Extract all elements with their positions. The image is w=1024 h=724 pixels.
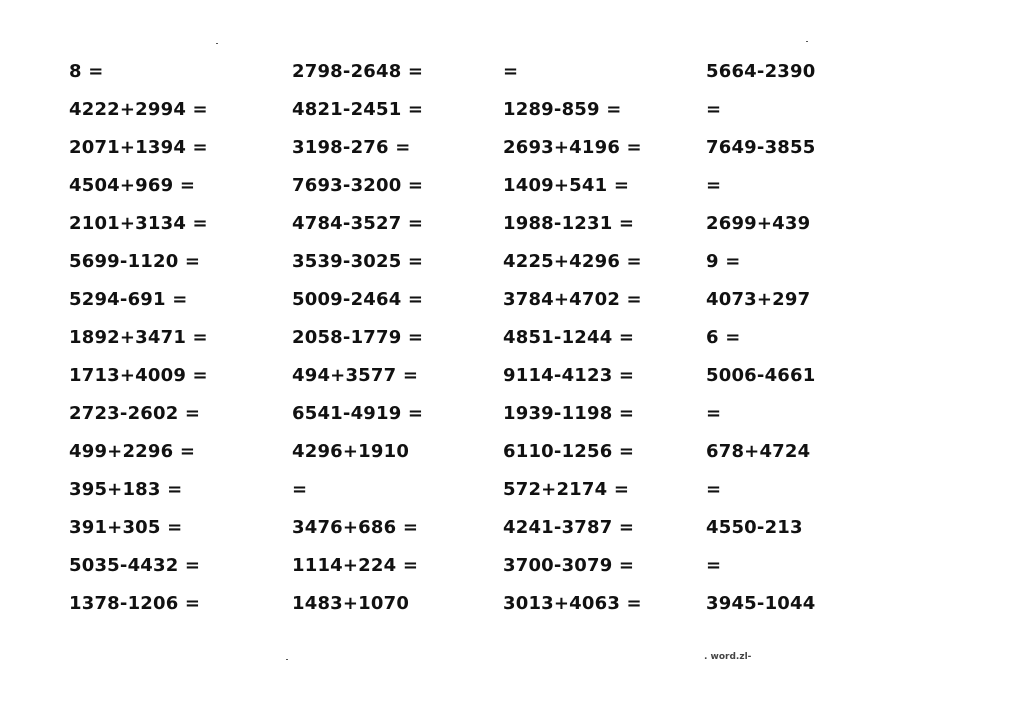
problem-cell: = xyxy=(706,403,722,424)
problem-row xyxy=(0,478,1024,516)
problem-cell: 2071+1394 = xyxy=(69,137,208,158)
problem-cell: 3198-276 = xyxy=(292,137,411,158)
problem-row xyxy=(0,60,1024,98)
problem-cell: 7693-3200 = xyxy=(292,175,424,196)
problem-cell: 3700-3079 = xyxy=(503,555,635,576)
problem-cell: 499+2296 = xyxy=(69,441,196,462)
problem-row xyxy=(0,250,1024,288)
problem-cell: 4504+969 = xyxy=(69,175,196,196)
problem-cell: 2101+3134 = xyxy=(69,213,208,234)
problem-cell: 494+3577 = xyxy=(292,365,419,386)
problem-cell: 4241-3787 = xyxy=(503,517,635,538)
problem-cell: 1378-1206 = xyxy=(69,593,201,614)
problem-cell: 4296+1910 xyxy=(292,441,410,462)
problem-row xyxy=(0,592,1024,630)
problem-cell: 5664-2390 xyxy=(706,61,816,82)
problem-row xyxy=(0,174,1024,212)
problem-cell: 5699-1120 = xyxy=(69,251,201,272)
problem-cell: 2058-1779 = xyxy=(292,327,424,348)
problem-row xyxy=(0,98,1024,136)
problem-cell: 2699+439 xyxy=(706,213,811,234)
problem-cell: 3784+4702 = xyxy=(503,289,642,310)
problem-cell: 391+305 = xyxy=(69,517,183,538)
problem-cell: 1939-1198 = xyxy=(503,403,635,424)
problem-cell: 1988-1231 = xyxy=(503,213,635,234)
problem-cell: 6 = xyxy=(706,327,741,348)
problem-cell: 4222+2994 = xyxy=(69,99,208,120)
problem-cell: = xyxy=(503,61,519,82)
problem-cell: 4821-2451 = xyxy=(292,99,424,120)
scan-speck xyxy=(216,43,218,44)
footer-watermark: . word.zl- xyxy=(704,652,752,662)
problem-cell: 1114+224 = xyxy=(292,555,419,576)
problem-row xyxy=(0,364,1024,402)
problem-cell: 5035-4432 = xyxy=(69,555,201,576)
problem-cell: 4851-1244 = xyxy=(503,327,635,348)
problem-grid xyxy=(0,60,1024,630)
problem-row xyxy=(0,326,1024,364)
problem-cell: = xyxy=(292,479,308,500)
problem-cell: = xyxy=(706,175,722,196)
problem-cell: 6541-4919 = xyxy=(292,403,424,424)
problem-cell: = xyxy=(706,555,722,576)
problem-cell: 4784-3527 = xyxy=(292,213,424,234)
problem-cell: 8 = xyxy=(69,61,104,82)
problem-cell: 4073+297 xyxy=(706,289,811,310)
problem-row xyxy=(0,554,1024,592)
problem-cell: 4550-213 xyxy=(706,517,803,538)
problem-cell: 9 = xyxy=(706,251,741,272)
problem-cell: 5294-691 = xyxy=(69,289,188,310)
problem-cell: 7649-3855 xyxy=(706,137,816,158)
problem-row xyxy=(0,288,1024,326)
problem-cell: 3539-3025 = xyxy=(292,251,424,272)
problem-cell: = xyxy=(706,479,722,500)
scan-speck xyxy=(286,659,288,660)
problem-cell: 4225+4296 = xyxy=(503,251,642,272)
problem-cell: 1892+3471 = xyxy=(69,327,208,348)
problem-row xyxy=(0,136,1024,174)
problem-cell: 5006-4661 xyxy=(706,365,816,386)
problem-cell: 395+183 = xyxy=(69,479,183,500)
problem-row xyxy=(0,402,1024,440)
problem-cell: 2723-2602 = xyxy=(69,403,201,424)
problem-row xyxy=(0,516,1024,554)
problem-cell: 3476+686 = xyxy=(292,517,419,538)
problem-cell: 3945-1044 xyxy=(706,593,816,614)
problem-row xyxy=(0,212,1024,250)
problem-cell: 1409+541 = xyxy=(503,175,630,196)
problem-cell: 1289-859 = xyxy=(503,99,622,120)
problem-cell: 9114-4123 = xyxy=(503,365,635,386)
problem-cell: 2798-2648 = xyxy=(292,61,424,82)
scan-speck xyxy=(806,41,808,42)
problem-cell: 2693+4196 = xyxy=(503,137,642,158)
problem-row xyxy=(0,440,1024,478)
problem-cell: 5009-2464 = xyxy=(292,289,424,310)
problem-cell: 3013+4063 = xyxy=(503,593,642,614)
problem-cell: 1483+1070 xyxy=(292,593,410,614)
problem-cell: 572+2174 = xyxy=(503,479,630,500)
problem-cell: 6110-1256 = xyxy=(503,441,635,462)
problem-cell: 678+4724 xyxy=(706,441,811,462)
problem-cell: = xyxy=(706,99,722,120)
problem-cell: 1713+4009 = xyxy=(69,365,208,386)
